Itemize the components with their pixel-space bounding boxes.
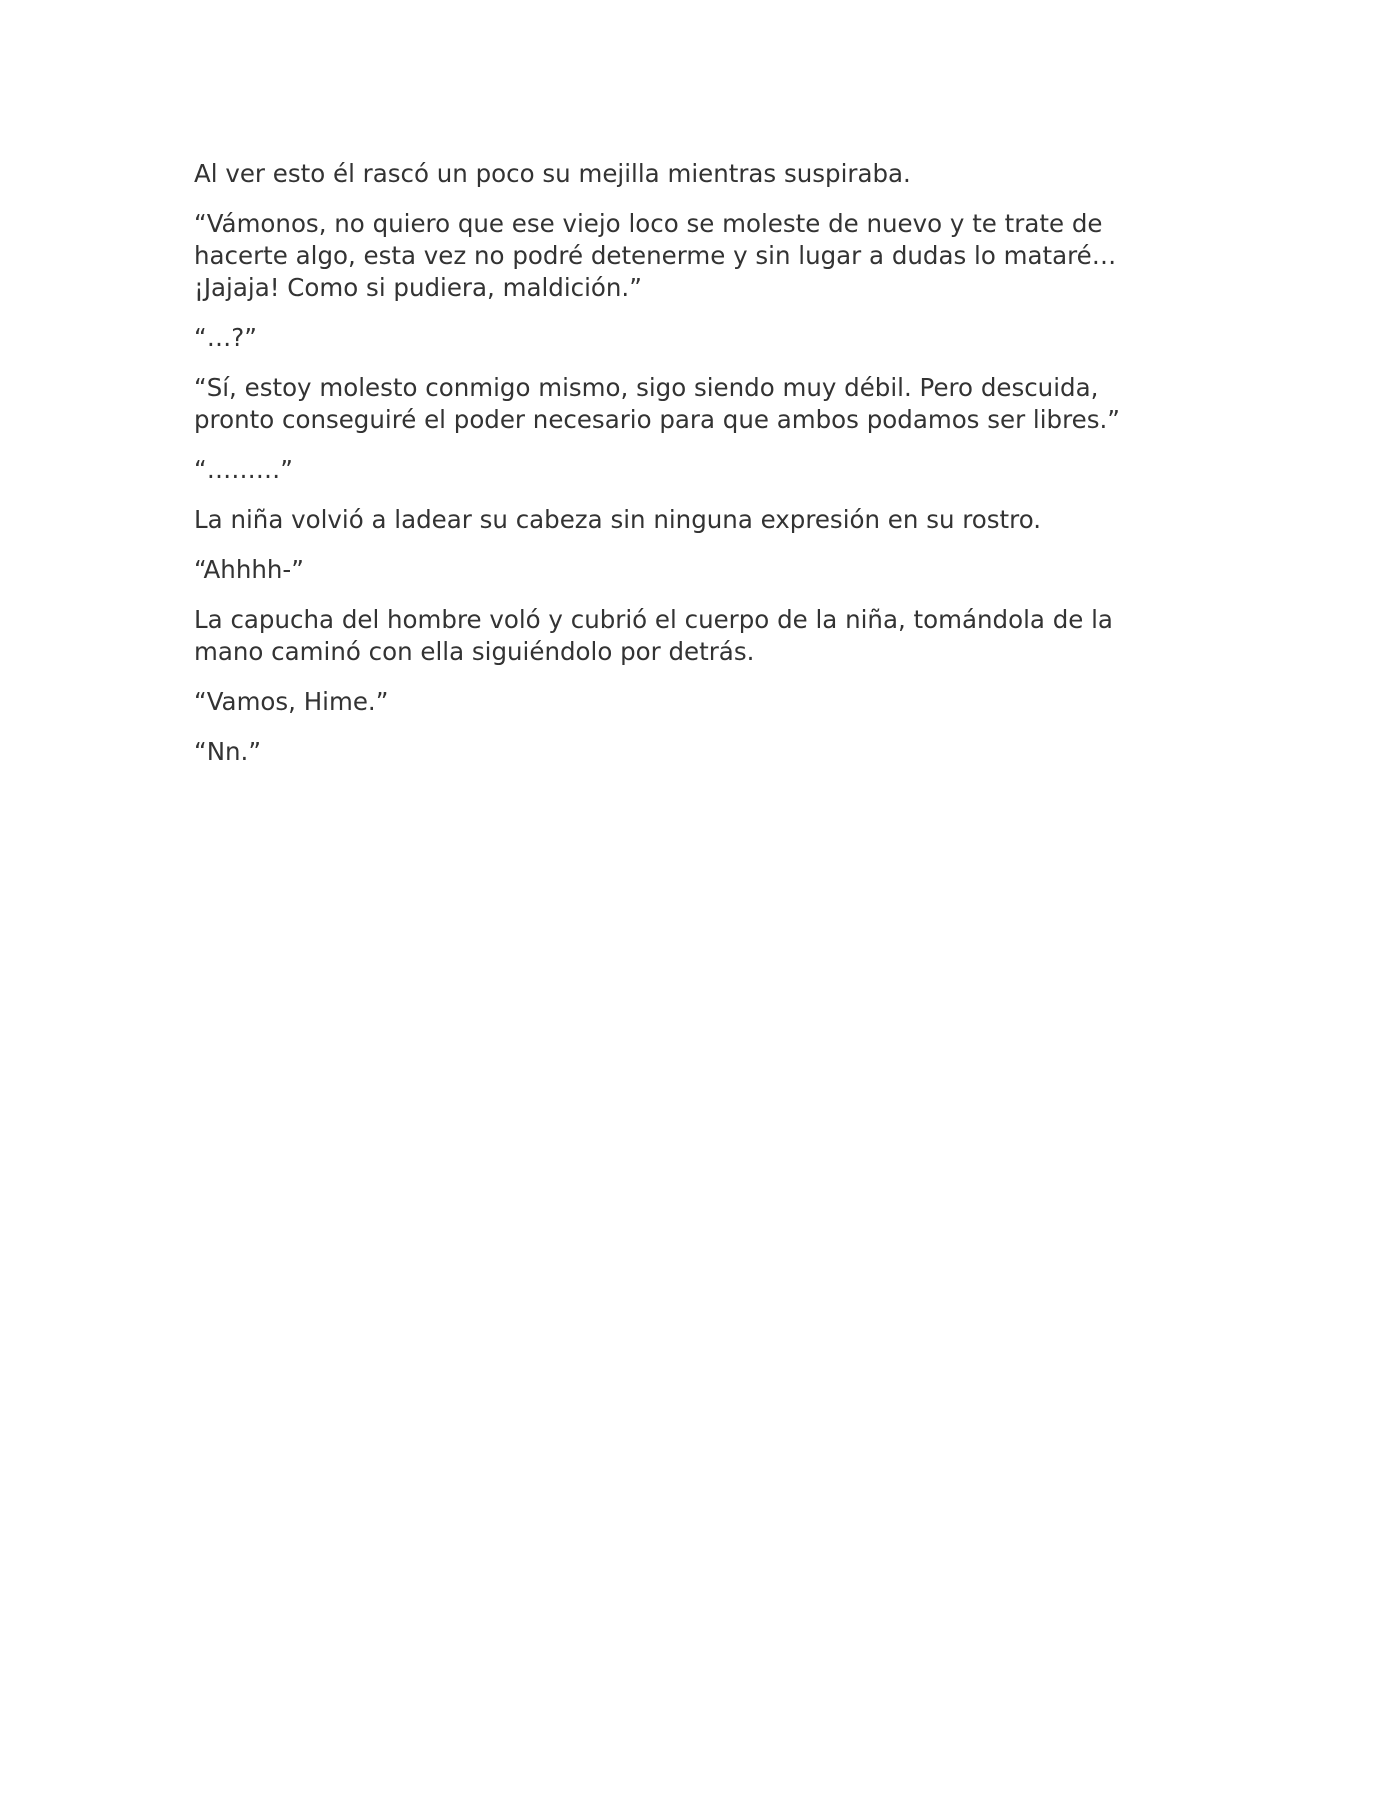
paragraph-3: “…?” [194,323,257,352]
paragraph-2: “Vámonos, no quiero que ese viejo loco se moleste de nuevo y te trate de hacerte algo, esta vez no podré detenerme y sin lugar a dudas lo mataré… ¡Jajaja! Como si pudiera, maldición.” [194,209,1117,302]
paragraph-9: “Vamos, Hime.” [194,687,389,716]
document-body [194,158,1194,786]
paragraph-10: “Nn.” [194,737,262,766]
paragraph-6: La niña volvió a ladear su cabeza sin ninguna expresión en su rostro. [194,505,1042,534]
paragraph-7: “Ahhhh-” [194,555,304,584]
paragraph-4: “Sí, estoy molesto conmigo mismo, sigo siendo muy débil. Pero descuida, pronto conseguiré el poder necesario para que ambos podamos ser libres.” [194,373,1120,434]
paragraph-1: Al ver esto él rascó un poco su mejilla mientras suspiraba. [194,159,911,188]
paragraph-8: La capucha del hombre voló y cubrió el cuerpo de la niña, tomándola de la mano caminó con ella siguiéndolo por detrás. [194,605,1113,666]
paragraph-5: “………” [194,455,293,484]
